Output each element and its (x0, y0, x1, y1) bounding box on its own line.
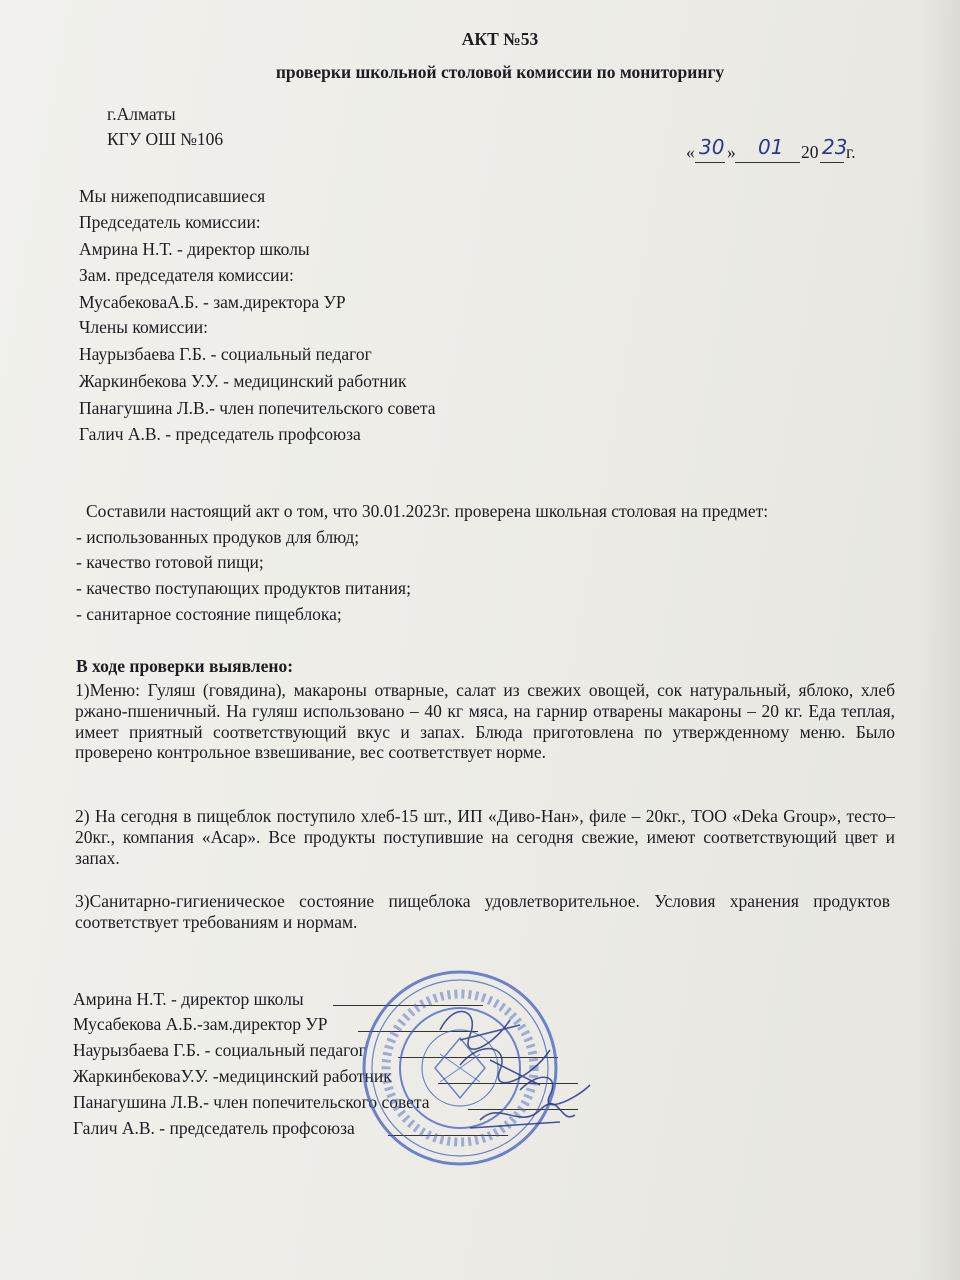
date-year-prefix: 20 (801, 142, 819, 162)
signature-line: Галич А.В. - председатель профсоюза (73, 1118, 355, 1138)
date-month-line (735, 162, 800, 163)
finding-2: 2) На сегодня в пищеблок поступило хлеб-15 шт., ИП «Диво-Нан», филе – 20кг., ТОО «Deka Group», тесто–20кг., компания «Асар». Все продукты поступившие на сегодня свежие, имеют соответствующий цвет и запах. (75, 806, 895, 868)
document-title: АКТ №53 (461, 29, 539, 49)
date-year-end: г. (846, 142, 856, 162)
finding-3: 3)Санитарно-гигиеническое состояние пищеблока удовлетворительное. Условия хранения продуктов соответствует требованиям и нормам. (75, 891, 890, 932)
findings-heading: В ходе проверки выявлено: (76, 656, 294, 676)
signature-line: Наурызбаева Г.Б. - социальный педагог (73, 1040, 366, 1060)
commission-line: Наурызбаева Г.Б. - социальный педагог (79, 344, 372, 364)
finding-1: 1)Меню: Гуляш (говядина), макароны отварные, салат из свежих овощей, сок натуральный, яблоко, хлеб ржано-пшеничный. На гуляш использовано – 40 кг мяса, на гарнир отварены макароны – 20 кг. Еда теплая, имеет приятный соответствующий вкус и запах. Блюда приготовлена по утвержденному меню. Было проверено контрольное взвешивание, вес соответствует норме. (75, 680, 895, 763)
city: г.Алматы (107, 104, 176, 124)
commission-line: Жаркинбекова У.У. - медицинский работник (79, 371, 407, 391)
date-day: 30 (699, 135, 725, 159)
date-open-quote: « (686, 142, 695, 162)
check-item: - качество готовой пищи; (76, 552, 264, 572)
commission-line: МусабековаА.Б. - зам.директора УР (79, 292, 346, 312)
signature-line: ЖаркинбековаУ.У. -медицинский работник (73, 1066, 392, 1086)
check-item: - использованных продуков для блюд; (76, 527, 360, 547)
commission-line: Члены комиссии: (79, 317, 208, 337)
commission-line: Галич А.В. - председатель профсоюза (79, 424, 361, 444)
organization: КГУ ОШ №106 (107, 129, 224, 149)
date-year-suffix: 23 (822, 135, 848, 159)
signature-line: Панагушина Л.В.- член попечительского совета (73, 1092, 430, 1112)
commission-line: Амрина Н.Т. - директор школы (79, 239, 310, 259)
commission-line: Мы нижеподписавшиеся (79, 186, 266, 206)
commission-line: Зам. председателя комиссии: (79, 265, 294, 285)
commission-line: Председатель комиссии: (79, 212, 261, 232)
commission-line: Панагушина Л.В.- член попечительского совета (79, 398, 436, 418)
date-month: 01 (758, 135, 784, 159)
date-day-line (695, 162, 725, 163)
signature-line: Амрина Н.Т. - директор школы (73, 989, 304, 1009)
date-close-quote: » (727, 142, 736, 162)
page-shadow (920, 0, 960, 1280)
check-item: - санитарное состояние пищеблока; (76, 604, 342, 624)
date-year-line (820, 162, 844, 163)
intro-text: Составили настоящий акт о том, что 30.01.2023г. проверена школьная столовая на предмет: (86, 501, 769, 521)
document-subtitle: проверки школьной столовой комиссии по мониторингу (275, 62, 725, 82)
signature-line: Мусабекова А.Б.-зам.директор УР (73, 1014, 328, 1034)
check-item: - качество поступающих продуктов питания; (76, 578, 411, 598)
handwritten-signatures-icon (400, 990, 660, 1150)
